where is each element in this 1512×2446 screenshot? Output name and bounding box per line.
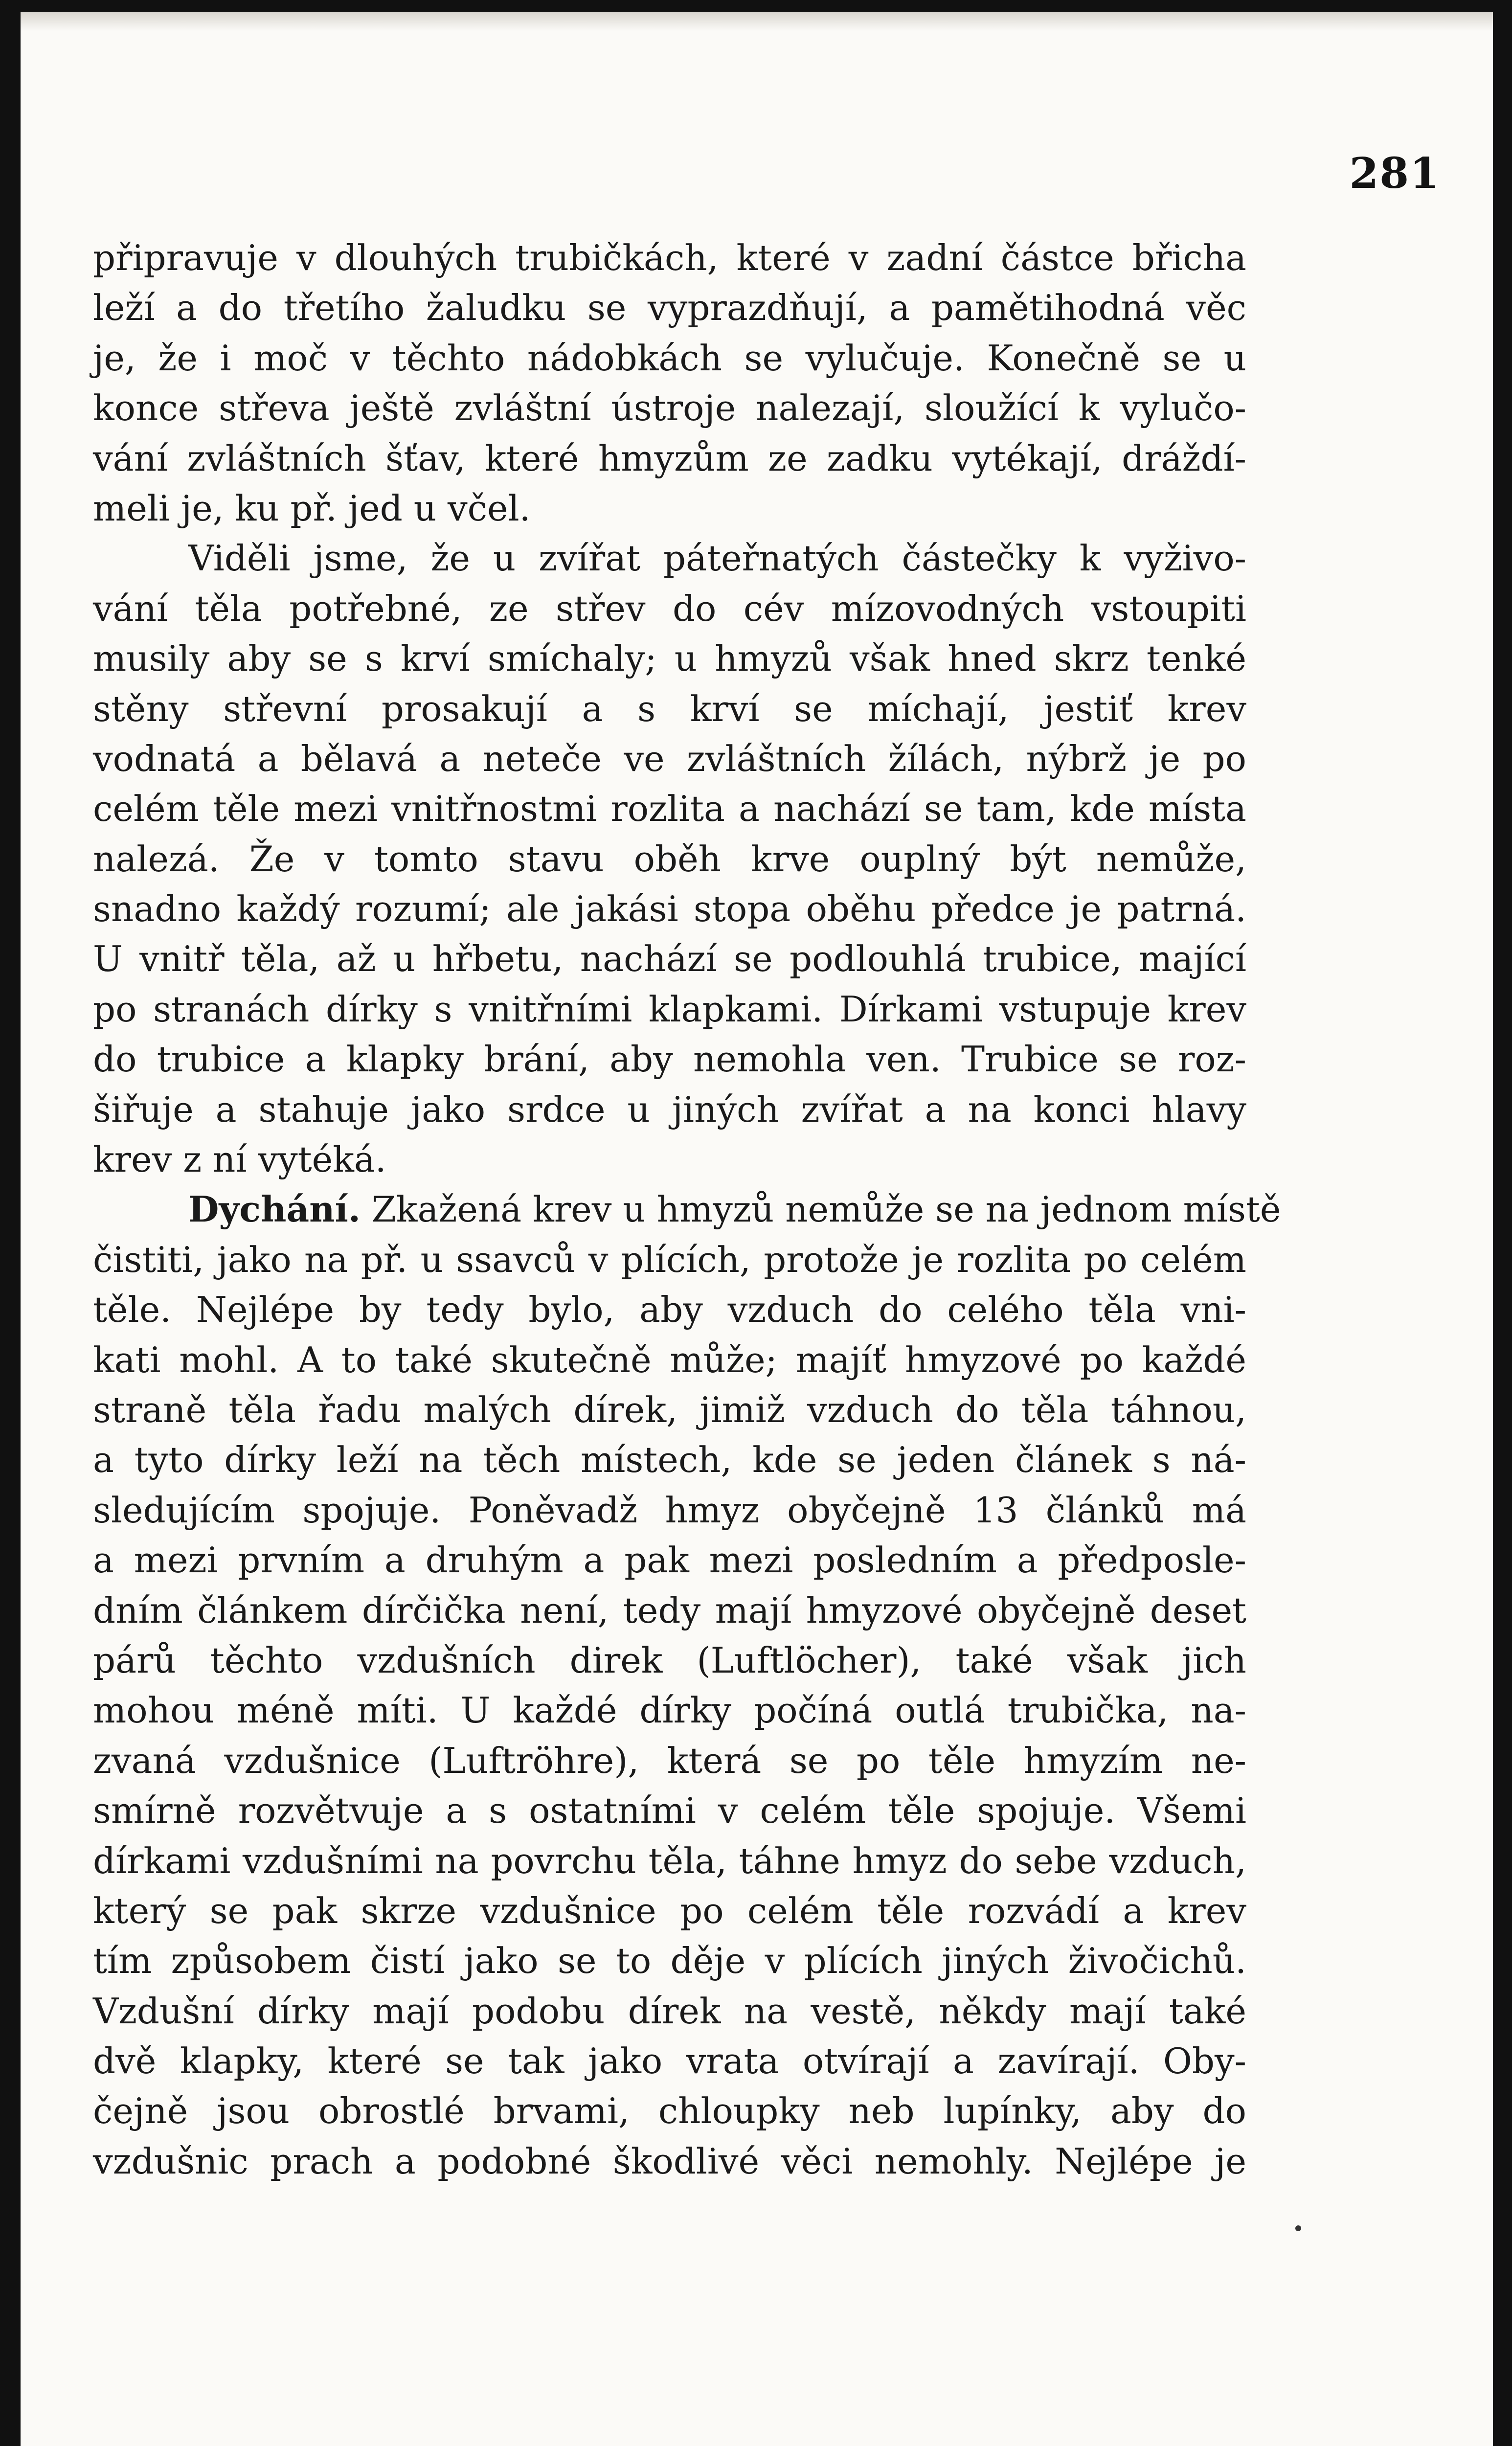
text-line: mohou méně míti. U každé dírky počíná outlá trubička, na- [93,1690,1246,1731]
text-line: dním článkem dírčička není, tedy mají hmyzové obyčejně deset [93,1589,1246,1631]
text-line: sledujícím spojuje. Poněvadž hmyz obyčejně 13 článků má [93,1489,1246,1531]
text-line: smírně rozvětvuje a s ostatními v celém těle spojuje. Všemi [93,1790,1246,1832]
text-line: po stranách dírky s vnitřními klapkami. Dírkami vstupuje krev [93,988,1246,1030]
text-line: straně těla řadu malých dírek, jimiž vzduch do těla táhnou, [93,1389,1246,1430]
text-line: čistiti, jako na př. u ssavců v plících, protože je rozlita po celém [93,1239,1246,1280]
text-line: do trubice a klapky brání, aby nemohla ven. Trubice se roz- [93,1039,1246,1080]
text-line: zvaná vzdušnice (Luftröhre), která se po těle hmyzím ne- [93,1740,1246,1781]
text-line: meli je, ku př. jed u včel. [93,487,531,529]
text-line: vání zvláštních šťav, které hmyzům ze zadku vytékají, dráždí- [93,437,1246,479]
text-line: celém těle mezi vnitřnostmi rozlita a nachází se tam, kde místa [93,788,1246,830]
text-line: Viděli jsme, že u zvířat páteřnatých částečky k vyživo- [188,538,1246,579]
text-line: který se pak skrze vzdušnice po celém těle rozvádí a krev [93,1890,1246,1931]
text-line: tím způsobem čistí jako se to děje v plících jiných živočichů. [93,1940,1246,1982]
text-line: vání těla potřebné, ze střev do cév mízovodných vstoupiti [93,588,1246,629]
text-line: šiřuje a stahuje jako srdce u jiných zvířat a na konci hlavy [93,1088,1246,1130]
section-heading: Dychání. [188,1188,361,1230]
ink-dot [1295,2225,1301,2231]
text-line: dvě klapky, které se tak jako vrata otvírají a zavírají. Oby- [93,2040,1246,2082]
text-line: konce střeva ještě zvláštní ústroje nalezají, sloužící k vylučo- [93,387,1246,429]
bleed-through-marks [93,2220,1301,2240]
text-line: snadno každý rozumí; ale jakási stopa oběhu předce je patrná. [93,888,1246,930]
text-line: dírkami vzdušními na povrchu těla, táhne hmyz do sebe vzduch, [93,1840,1246,1881]
text-line: vzdušnic prach a podobné škodlivé věci nemohly. Nejlépe je [93,2140,1246,2182]
text-line: připravuje v dlouhých trubičkách, které v zadní částce břicha [93,237,1246,278]
section-first-line [93,1184,1281,1234]
page-edge-shadow [21,12,1493,31]
text-line: Vzdušní dírky mají podobu dírek na vestě, někdy mají také [93,1990,1246,2032]
body-text [93,233,1281,2186]
text-line: a mezi prvním a druhým a pak mezi posledním a předposle- [93,1540,1246,1581]
text-line: stěny střevní prosakují a s krví se míchají, jestiť krev [93,688,1246,729]
book-page [21,12,1493,2446]
text-line: čejně jsou obrostlé brvami, chloupky neb lupínky, aby do [93,2090,1246,2132]
text-line: musily aby se s krví smíchaly; u hmyzů však hned skrz tenké [93,638,1246,679]
text-line: těle. Nejlépe by tedy bylo, aby vzduch do celého těla vni- [93,1289,1246,1331]
text-line: U vnitř těla, až u hřbetu, nachází se podlouhlá trubice, mající [93,938,1246,980]
text-line: vodnatá a bělavá a neteče ve zvláštních žílách, nýbrž je po [93,738,1246,779]
text-line: párů těchto vzdušních direk (Luftlöcher), také však jich [93,1639,1246,1681]
section-first-line-text: Zkažená krev u hmyzů nemůže se na jednom místě [371,1189,1281,1230]
text-line: kati mohl. A to také skutečně může; majíť hmyzové po každé [93,1339,1246,1381]
text-line: a tyto dírky leží na těch místech, kde se jeden článek s ná- [93,1439,1246,1481]
text-line: leží a do třetího žaludku se vyprazdňují, a pamětihodná věc [93,287,1246,329]
text-line: nalezá. Že v tomto stavu oběh krve ouplný být nemůže, [93,838,1246,880]
text-line: je, že i moč v těchto nádobkách se vylučuje. Konečně se u [93,337,1246,379]
text-line: krev z ní vytéká. [93,1139,386,1180]
page-number: 281 [1349,149,1440,198]
